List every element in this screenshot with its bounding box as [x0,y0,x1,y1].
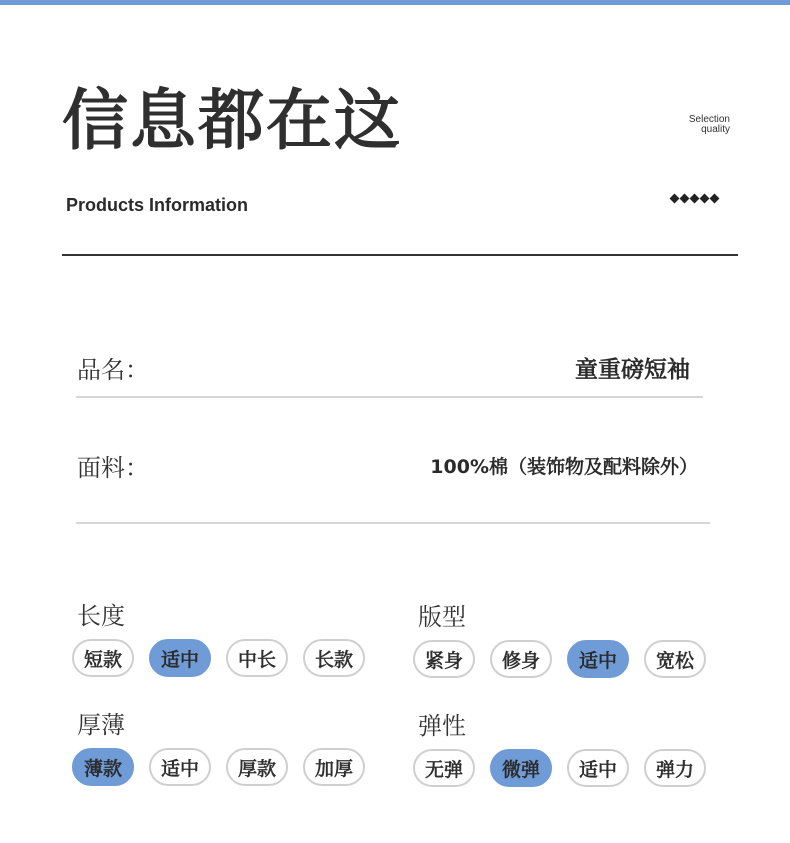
option-pill[interactable]: 薄款 [72,748,134,786]
tag-line-1: Selection [688,114,730,125]
tag-line-2: quality [701,124,730,135]
option-pill[interactable]: 适中 [567,749,629,787]
length-title: 长度 [77,602,125,630]
option-pill[interactable]: 微弹 [490,749,552,787]
page-subtitle: Products Information [66,195,249,215]
diamond-icon [670,194,680,204]
top-accent-bar [0,0,790,5]
option-pill[interactable]: 加厚 [303,748,365,786]
fit-options [413,640,721,678]
elasticity-options [413,749,721,787]
option-pill[interactable]: 修身 [490,640,552,678]
option-pill[interactable]: 短款 [72,639,134,677]
option-pill[interactable]: 宽松 [644,640,706,678]
product-name-value: 童重磅短袖 [575,357,690,383]
page-title: 信息都在这 [62,82,402,159]
option-pill[interactable]: 无弹 [413,749,475,787]
selection-quality-tag [689,115,730,135]
thickness-title: 厚薄 [77,711,125,739]
header-divider [62,254,738,256]
length-options [72,639,380,677]
diamond-icon [680,194,690,204]
elasticity-title: 弹性 [418,712,466,740]
option-pill[interactable]: 弹力 [644,749,706,787]
option-pill[interactable]: 中长 [226,639,288,677]
fit-title: 版型 [418,603,466,631]
diamond-decoration [670,194,719,203]
option-pill[interactable]: 紧身 [413,640,475,678]
row-divider [76,396,703,398]
diamond-icon [690,194,700,204]
diamond-icon [710,194,720,204]
option-pill[interactable]: 长款 [303,639,365,677]
option-pill[interactable]: 适中 [567,640,629,678]
fabric-value: 100%棉（装饰物及配料除外） [430,456,698,478]
thickness-options [72,748,380,786]
option-pill[interactable]: 适中 [149,639,211,677]
option-pill[interactable]: 厚款 [226,748,288,786]
fabric-label: 面料： [77,454,149,482]
product-name-label: 品名： [77,356,149,384]
row-divider [76,522,710,524]
option-pill[interactable]: 适中 [149,748,211,786]
diamond-icon [700,194,710,204]
